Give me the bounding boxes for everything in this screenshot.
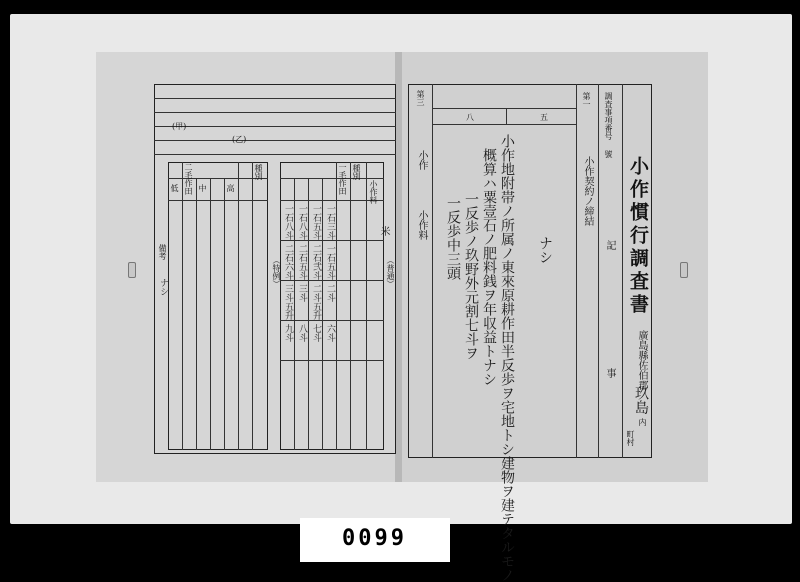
rule-line <box>506 108 507 124</box>
bikou-note: ナシ <box>158 278 168 296</box>
label-ko: (甲) <box>172 122 187 131</box>
value-cell: 三斗五升 <box>283 284 293 320</box>
survey-number-label: 調査事項番号 <box>604 92 613 140</box>
mid-label: 中 <box>198 184 207 192</box>
handwritten-line-1: 小作地附帯ノ所属ノ東來原耕作田半反歩ヲ宅地トシ建物ヲ建テタルモノ <box>499 134 515 582</box>
kome-label: 米 <box>378 226 389 236</box>
kiji-header: 記 <box>604 240 615 250</box>
nimosaku-header: 二毛作田 <box>184 163 193 195</box>
koto-header: 事 <box>604 368 615 378</box>
rule-line <box>168 178 268 179</box>
shubetsu-label: 種別 <box>352 164 361 180</box>
kosaku-label: 小作料 <box>369 180 378 204</box>
value-cell: 二石五斗 <box>297 244 307 280</box>
rule-line <box>252 162 253 450</box>
value-cell: 一石八斗 <box>283 204 293 240</box>
col-go: 五 <box>540 113 548 122</box>
nimosaku-table <box>168 162 268 450</box>
rule-line <box>154 98 396 99</box>
col-hachi: 八 <box>466 113 474 122</box>
value-cell: 二斗 <box>325 284 335 302</box>
value-cell: 六斗 <box>325 324 335 342</box>
item-daiichi-text: 小作契約ノ締結 <box>582 156 593 226</box>
rule-line <box>210 178 211 450</box>
tokurei-label: （特例） <box>272 256 281 288</box>
rule-line <box>576 84 577 458</box>
value-cell: 二斗五升 <box>311 284 321 320</box>
high-label: 高 <box>226 184 235 192</box>
kosaku-label: 小作 <box>416 150 427 170</box>
location-small: 町村 <box>626 430 635 446</box>
handwritten-line-4: 一反歩中三頭 <box>445 196 461 280</box>
low-label: 低 <box>170 184 179 192</box>
rule-line <box>224 178 225 450</box>
rule-line <box>196 178 197 450</box>
rule-line <box>154 112 396 113</box>
binding-hole <box>128 262 136 278</box>
page-gutter <box>395 52 402 482</box>
value-cell: 二石六斗 <box>283 244 293 280</box>
futsuu-label: （普通） <box>386 256 395 288</box>
rule-line <box>336 162 337 450</box>
rule-line <box>154 140 396 141</box>
ichimosaku-header: 一毛作田 <box>338 163 347 195</box>
rule-line <box>366 162 367 450</box>
shubetsu-label: 種別 <box>254 164 263 180</box>
value-cell: 一石五斗 <box>311 204 321 240</box>
rule-line <box>280 178 384 179</box>
location-village: 玖島 <box>633 386 649 414</box>
value-cell: 三斗 <box>297 284 307 302</box>
rule-line <box>280 320 384 321</box>
value-cell: 一石八斗 <box>297 204 307 240</box>
rule-line <box>238 162 239 450</box>
rule-line <box>154 126 396 127</box>
rule-line <box>432 124 576 125</box>
location-prefecture: 廣島縣佐伯郡 <box>636 330 647 390</box>
archive-number: 0099 <box>342 526 407 551</box>
handwritten-line-3: 一反歩ノ玖野外元割七斗ヲ <box>463 192 479 360</box>
rule-line <box>280 280 384 281</box>
rule-line <box>432 108 576 109</box>
rule-line <box>280 360 384 361</box>
handwritten-nashi: ナシ <box>537 236 553 264</box>
rule-line <box>280 240 384 241</box>
document-title: 小作慣行調査書 <box>627 156 649 317</box>
item-daiichi: 第一 <box>582 92 591 108</box>
value-cell: 八斗 <box>297 324 307 342</box>
value-cell: 七斗 <box>311 324 321 342</box>
value-cell: 二石弐斗 <box>311 244 321 280</box>
rule-line <box>182 162 183 450</box>
rule-line <box>598 84 599 458</box>
bikou-label: 備考 <box>158 244 167 260</box>
binding-hole <box>680 262 688 278</box>
rule-line <box>622 84 623 458</box>
rule-line <box>168 200 268 201</box>
rule-line <box>322 178 323 450</box>
value-cell: 一石五斗 <box>325 244 335 280</box>
rule-line <box>350 162 351 450</box>
handwritten-line-2: 概算ハ粟壹石ノ肥料銭ヲ年収益トナシ <box>481 148 497 386</box>
rule-line <box>432 84 433 458</box>
label-otsu: (乙) <box>232 135 247 144</box>
survey-number-suffix: 號 <box>604 150 613 158</box>
rule-line <box>154 154 396 155</box>
kosakuryo-label: 小作料 <box>416 210 427 240</box>
value-cell: 一石三斗 <box>325 204 335 240</box>
rule-line <box>308 178 309 450</box>
rule-line <box>294 178 295 450</box>
location-suffix: 内 <box>638 418 647 426</box>
daisan-label: 第三 <box>416 90 425 106</box>
value-cell: 九斗 <box>283 324 293 342</box>
